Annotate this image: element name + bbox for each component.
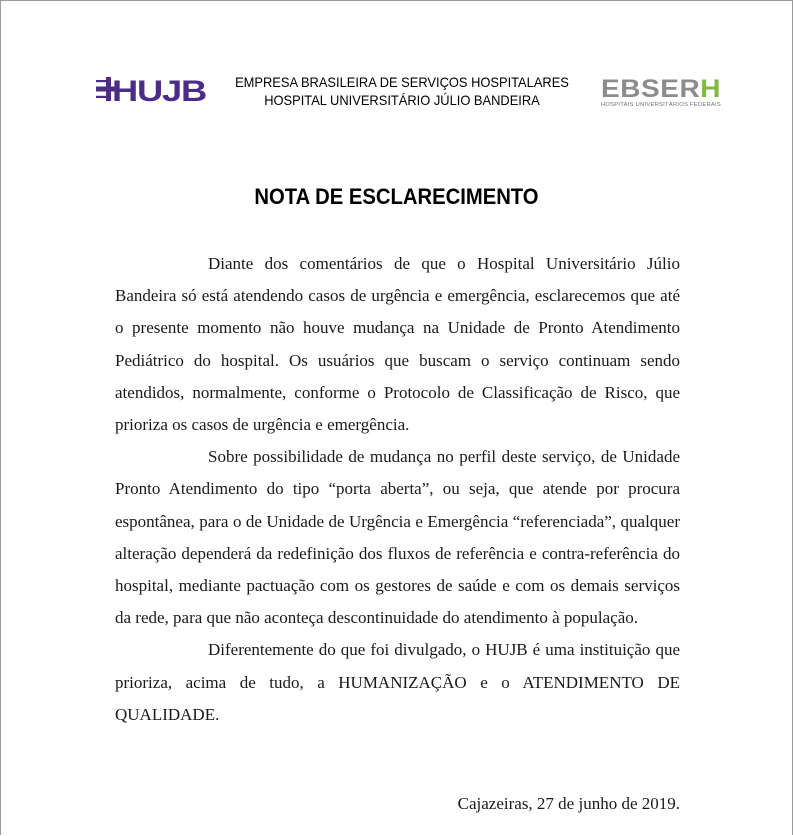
document-body xyxy=(115,248,680,731)
body-paragraph-3: Diferentemente do que foi divulgado, o HUJB é uma instituição que prioriza, acima de tudo, a HUMANIZAÇÃO e o ATENDIMENTO DE QUALIDADE. xyxy=(115,640,680,724)
svg-text:EBSERH: EBSER H xyxy=(601,75,719,103)
ebserh-logo xyxy=(600,74,722,108)
hujb-logo xyxy=(96,74,208,104)
hujb-logo-text: HUJB xyxy=(112,75,207,104)
body-paragraph-1: Diante dos comentários de que o Hospital Universitário Júlio Bandeira só está atendendo casos de urgência e emergência, esclarecemos que até o presente momento não houve mudança na Unidade de Pronto Atendimento Pediátrico do hospital. Os usuários que buscam o serviço continuam sendo atendidos, normalmente, conforme o Protocolo de Classificação de Risco, que prioriza os casos de urgência e emergência. xyxy=(115,254,680,435)
document-title: NOTA DE ESCLARECIMENTO xyxy=(254,184,539,209)
place-date: Cajazeiras, 27 de junho de 2019. xyxy=(457,794,680,813)
ebserh-logo-subtitle: HOSPITAIS UNIVERSITÁRIOS FEDERAIS xyxy=(601,102,712,108)
header-org-line2: HOSPITAL UNIVERSITÁRIO JÚLIO BANDEIRA xyxy=(264,92,540,108)
header-org-line1: EMPRESA BRASILEIRA DE SERVIÇOS HOSPITALARES xyxy=(235,74,569,90)
header-organization xyxy=(235,73,570,109)
body-paragraph-2: Sobre possibilidade de mudança no perfil deste serviço, de Unidade Pronto Atendimento do tipo “porta aberta”, ou seja, que atende por procura espontânea, para o de Unidade de Urgência e Emergência “referenciada”, qualquer alteração dependerá da redefinição dos fluxos de referência e contra-referência do hospital, mediante pactuação com os gestores de saúde e com os demais serviços da rede, para que não aconteça descontinuidade do atendimento à população. xyxy=(115,447,680,628)
